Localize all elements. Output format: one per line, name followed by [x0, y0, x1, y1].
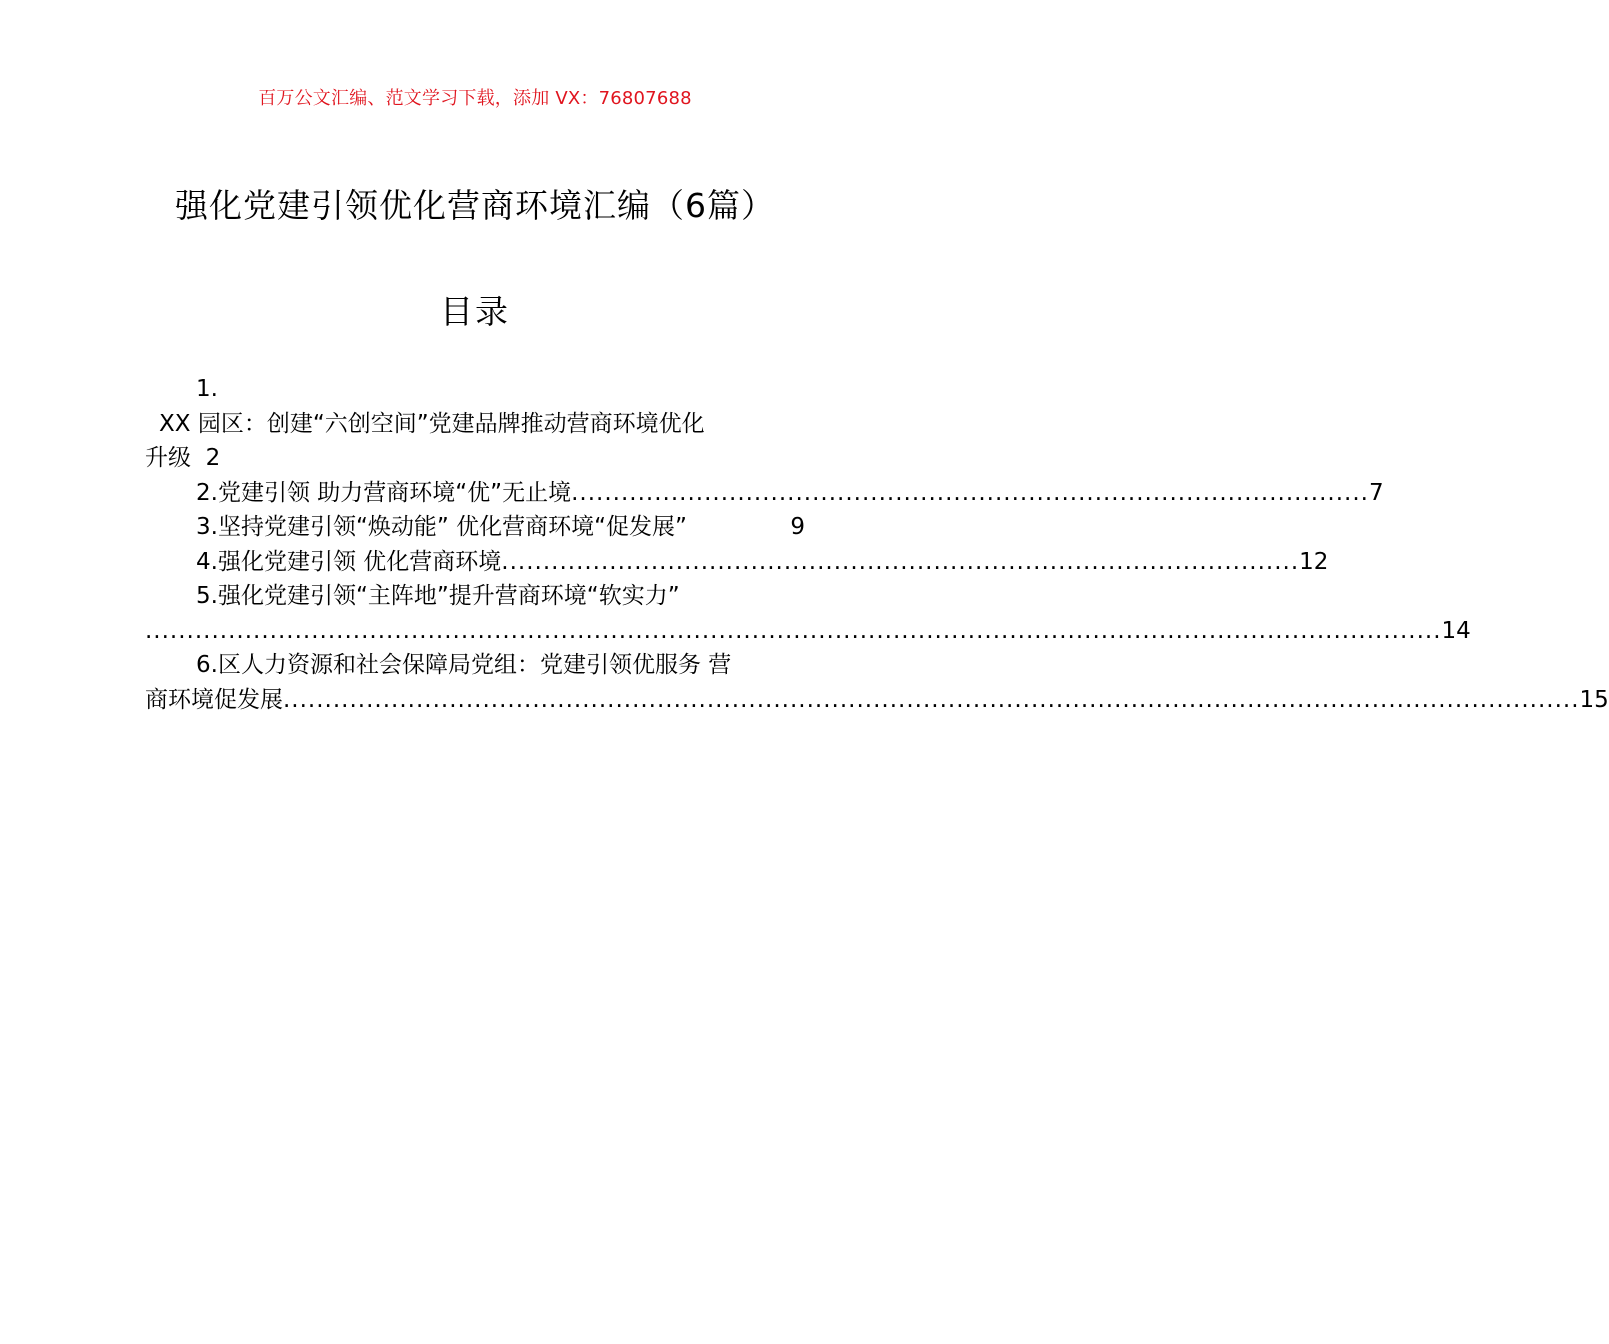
- toc-dot-leader: [687, 510, 790, 545]
- toc-item-3-title: 3.坚持党建引领“焕动能” 优化营商环境“促发展”: [196, 514, 687, 540]
- toc-item-5-page: 14: [1441, 617, 1471, 644]
- toc-item-6-title-tail: 商环境促发展: [145, 686, 283, 713]
- toc-item-5-title[interactable]: 5.强化党建引领“主阵地”提升营商环境“软实力”: [196, 583, 680, 609]
- toc-item-4-title: 4.强化党建引领 优化营商环境: [196, 548, 502, 575]
- toc-dot-leader: ............................................................................................................................................................: [145, 617, 1442, 644]
- toc-item-4-page: 12: [1299, 548, 1329, 575]
- toc-item-6-title[interactable]: 6.区人力资源和社会保障局党组：党建引领优服务 营: [196, 652, 732, 678]
- toc-item-6-leader-row[interactable]: [145, 683, 1609, 718]
- toc-item-1-title-tail: 升级: [145, 445, 191, 471]
- toc-dot-leader: ................................................................................................: [501, 548, 1300, 575]
- table-of-contents: [145, 372, 1609, 717]
- toc-item-6-page: 15: [1579, 686, 1609, 713]
- toc-dot-leader: ................................................................................................: [571, 479, 1369, 506]
- toc-heading: 目录: [440, 292, 510, 331]
- toc-item-1-title-cont[interactable]: [145, 441, 805, 476]
- toc-item-1-number[interactable]: 1.: [196, 376, 218, 402]
- watermark-header: 百万公文汇编、范文学习下载，添加 VX：76807688: [258, 88, 692, 109]
- document-title: 强化党建引领优化营商环境汇编（6篇）: [175, 186, 775, 225]
- toc-item-4[interactable]: [145, 545, 1329, 580]
- toc-item-1-title[interactable]: XX 园区：创建“六创空间”党建品牌推动营商环境优化: [159, 410, 705, 437]
- toc-item-2-title: 2.党建引领 助力营商环境“优”无止境: [196, 479, 572, 506]
- toc-item-5-leader-row[interactable]: [145, 614, 1471, 649]
- toc-item-2-page: 7: [1368, 479, 1384, 506]
- toc-item-3[interactable]: [145, 510, 805, 545]
- toc-item-3-page: 9: [790, 514, 805, 540]
- toc-item-2[interactable]: [145, 476, 1384, 511]
- toc-dot-leader: ............................................................................................................................................................: [283, 686, 1580, 713]
- toc-item-1-page: 2: [205, 445, 221, 471]
